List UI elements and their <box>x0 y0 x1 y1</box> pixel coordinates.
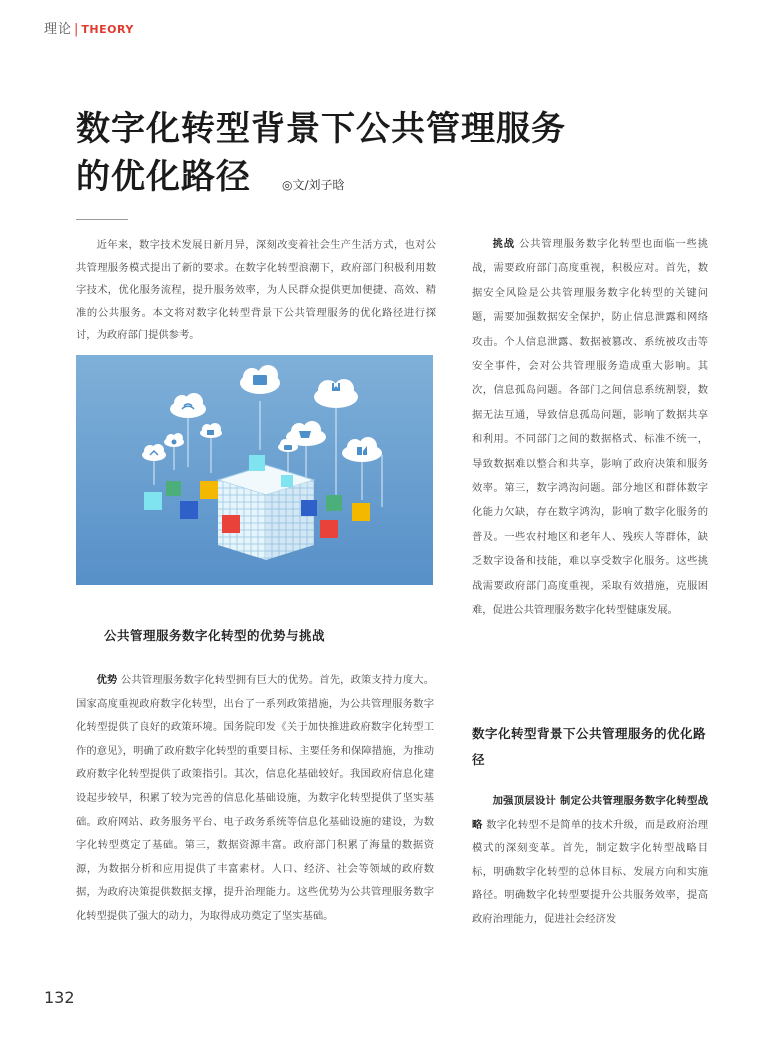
cloud-icon <box>314 379 358 408</box>
header-section: 理论 <box>44 22 73 37</box>
challenge-text: 公共管理服务数字化转型也面临一些挑战，需要政府部门高度重视，积极应对。首先，数据安全风险是公共管理服务数字化转型的关键问题，需要加强数据安全保护，防止信息泄露和网络攻击。个人信息泄露、数据被篡改、系统被攻击等安全事件，会对公共管理服务造成重大影响。其次，信息孤岛问题。各部门之间信息系统割裂，数据无法互通，导致信息孤岛问题，影响了数据共享和利用。不同部门之间的数据格式、标准不统一，导致数据难以整合和共享，影响了政府决策和服务效率。第三，数字鸿沟问题。部分地区和群体数字化能力欠缺，存在数字鸿沟，影响了数字化服务的普及。一些农村地区和老年人、残疾人等群体，缺乏数字设备和技能，难以享受数字化服务。这些挑战需要政府部门高度重视，采取有效措施，克服困难，促进公共管理服务数字化转型健康发展。 <box>472 238 709 617</box>
settings-icon <box>172 440 177 445</box>
byline: ◎文∕刘子晗 <box>282 178 345 192</box>
lock-icon <box>207 430 214 435</box>
section2-heading: 数字化转型背景下公共管理服务的优化路径 <box>472 726 707 767</box>
advantage-text: 公共管理服务数字化转型拥有巨大的优势。首先，政策支持力度大。国家高度重视政府数字化转型，出台了一系列政策措施，为公共管理服务数字化转型提供了良好的政策环境。国务院印发《关于加快推进政府数字化转型工作的意见》，明确了政府数字化转型的重要目标、主要任务和保障措施，为推动政府数字化转型提供了政策指引。其次，信息化基础较好。我国政府信息化建设起步较早，积累了较为完善的信息化基础设施，为数字化转型提供了坚实基础。政府网站、政务服务平台、电子政务系统等信息化基础设施的建设，为数字化转型奠定了基础。第三，数据资源丰富。政府部门积累了海量的数据资源，为数据分析和应用提供了丰富素材。人口、经济、社会等领域的政府数据，为政府决策提供数据支撑，提升治理能力。这些优势为公共管理服务数字化转型提供了强大的动力，为取得成功奠定了坚实基础。 <box>76 674 435 922</box>
intro-paragraph: 近年来，数字技术发展日新月异，深刻改变着社会生产生活方式，也对公共管理服务模式提出了新的要求。在数字化转型浪潮下，政府部门积极利用数字技术，优化服务流程，提升服务效率，为人民群众提供更加便捷、高效、精准的公共服务。本文将对数字化转型背景下公共管理服务的优化路径进行探讨，为政府部门提供参考。 <box>76 239 436 341</box>
image-icon <box>253 375 267 385</box>
header-section-en: THEORY <box>81 23 134 36</box>
running-header <box>44 18 134 37</box>
wallet-icon <box>284 445 292 450</box>
node-cube <box>166 481 181 496</box>
node-cube <box>301 500 317 516</box>
data-cube <box>218 465 314 560</box>
article-title-line2: 的优化路径 <box>76 157 251 197</box>
node-cube <box>249 455 265 471</box>
advantage-paragraph <box>76 669 434 929</box>
page-number: 132 <box>44 988 75 1007</box>
cloud-icon <box>142 444 166 461</box>
strategy-lead: 加强顶层设计 制定公共管理服务数字化转型战略 <box>472 795 708 831</box>
node-cube <box>180 501 198 519</box>
node-cube <box>200 481 218 499</box>
node-cube <box>326 495 342 511</box>
header-divider: | <box>74 22 80 37</box>
data-cube-illustration <box>76 355 433 585</box>
cart-icon <box>299 431 311 438</box>
cloud-network-graphic <box>76 355 433 585</box>
strategy-text: 数字化转型不是简单的技术升级，而是政府治理模式的深刻变革。首先，制定数字化转型战略目标，明确数字化转型的总体目标、发展方向和实施路径。明确数字化转型要提升公共服务效率，提高政府治理能力，促进社会经济发 <box>472 818 708 925</box>
node-cube <box>281 475 293 487</box>
title-rule <box>76 219 128 220</box>
strategy-paragraph <box>472 790 708 932</box>
section1-heading: 公共管理服务数字化转型的优势与挑战 <box>104 628 326 643</box>
cloud-icon <box>170 393 206 418</box>
node-cube <box>144 492 162 510</box>
advantage-lead: 优势 <box>96 674 118 686</box>
node-cube <box>222 515 240 533</box>
challenge-lead: 挑战 <box>492 238 515 250</box>
article-title-line1: 数字化转型背景下公共管理服务 <box>76 109 566 149</box>
challenge-paragraph <box>472 232 708 623</box>
node-cube <box>320 520 338 538</box>
node-cube <box>352 503 370 521</box>
